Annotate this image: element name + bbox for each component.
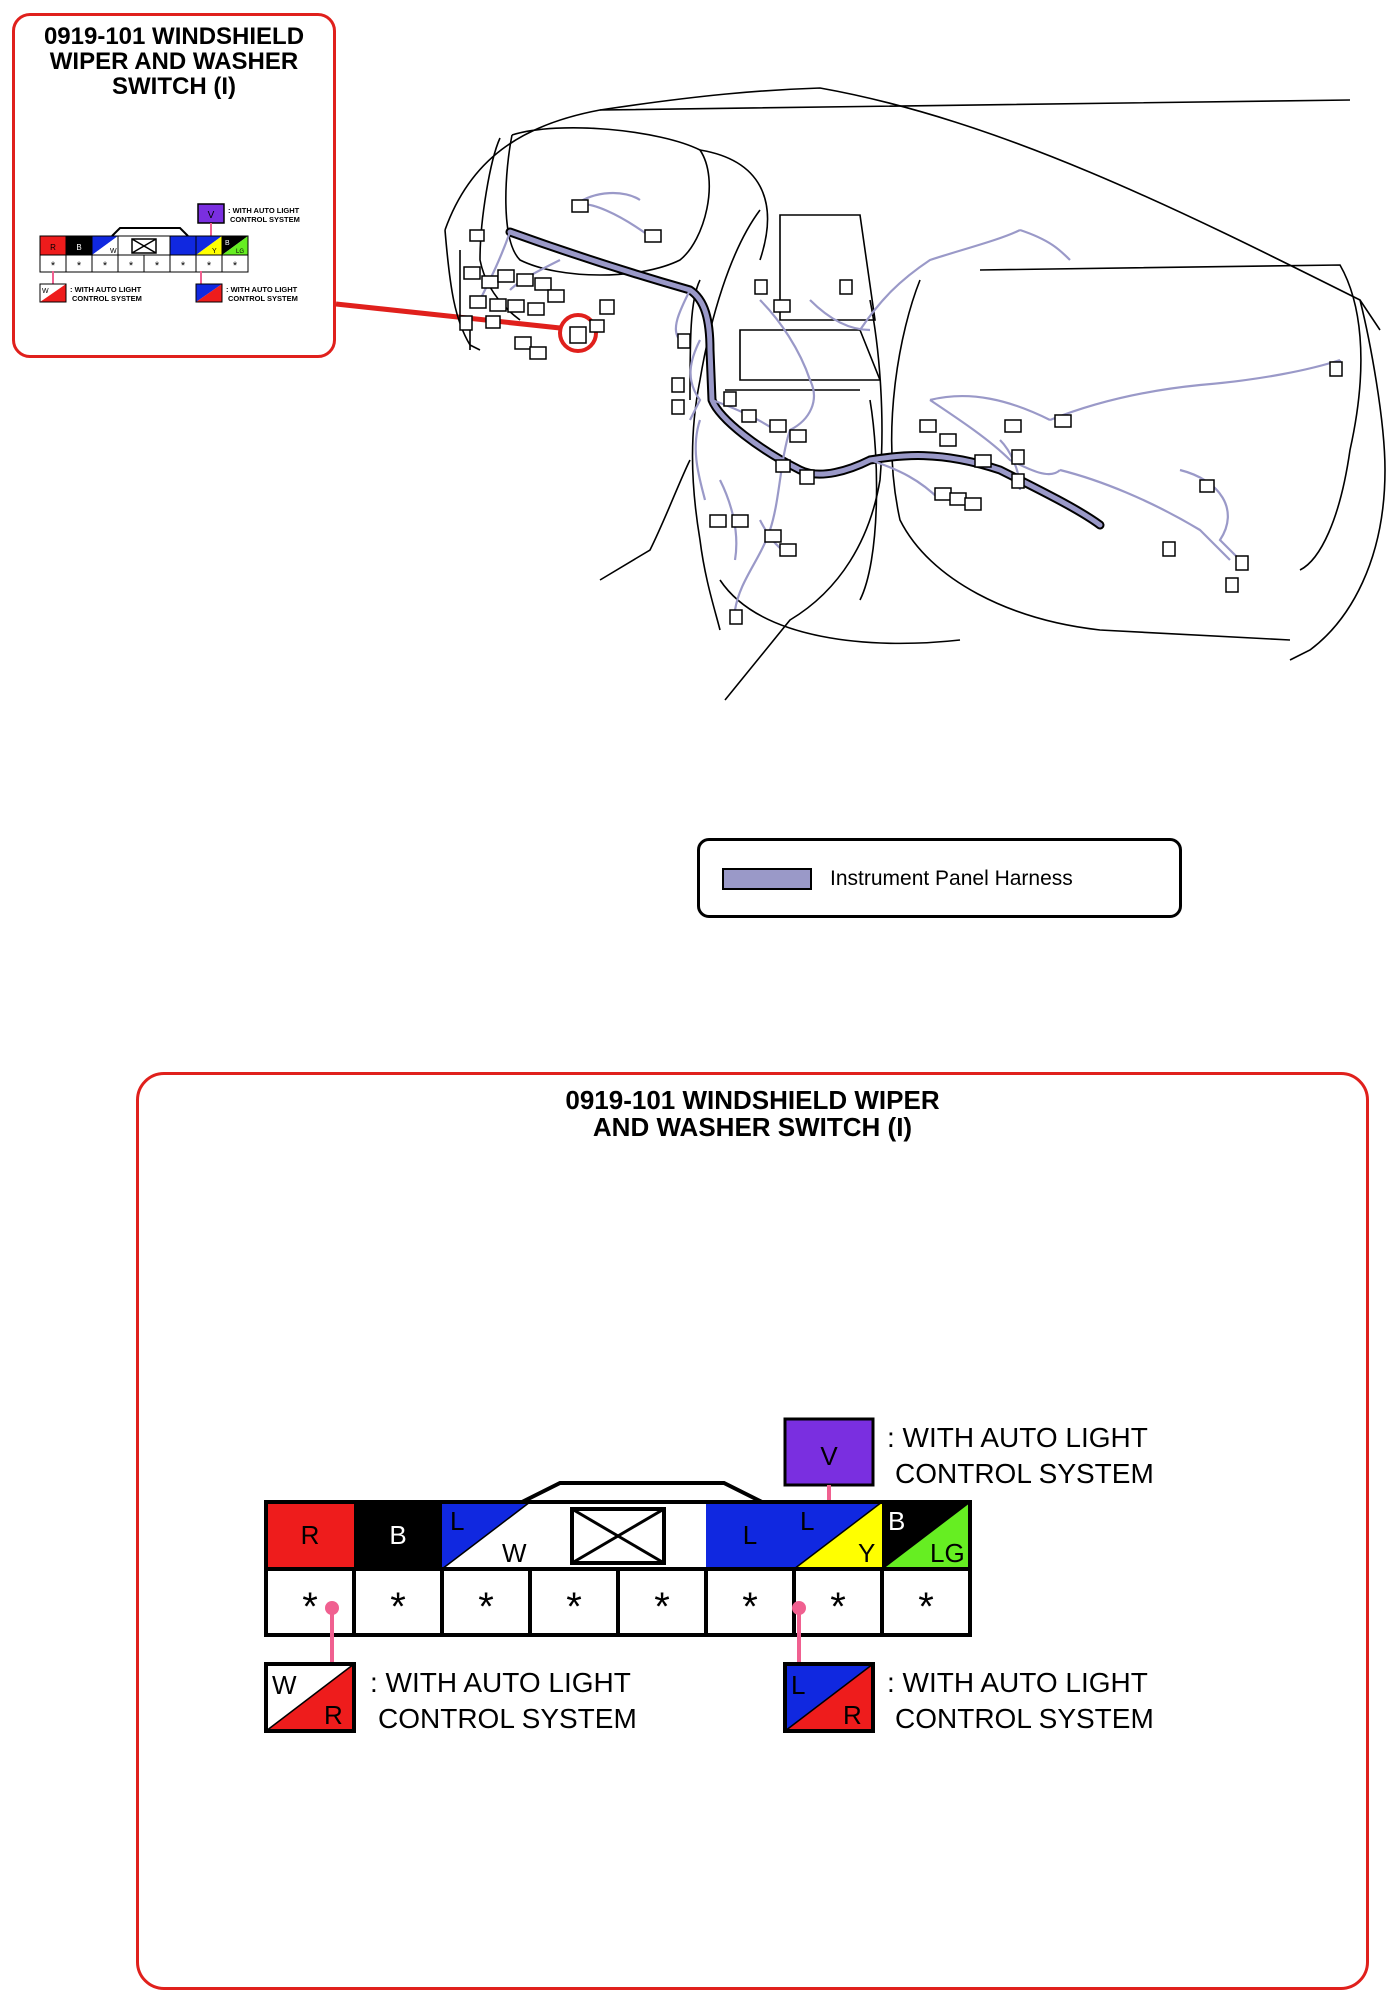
- svg-text:W: W: [110, 248, 117, 255]
- pin-mark-2: *: [390, 1585, 406, 1629]
- svg-text:*: *: [128, 260, 134, 272]
- svg-text:*: *: [50, 260, 56, 272]
- svg-text:*: *: [154, 260, 160, 272]
- svg-text:*: *: [102, 260, 108, 272]
- small-wr-note2: CONTROL SYSTEM: [72, 294, 142, 303]
- small-violet-letter: V: [207, 210, 215, 221]
- svg-text:B: B: [389, 1520, 407, 1550]
- wire-cavity-6: [706, 1502, 794, 1569]
- svg-text:B: B: [888, 1506, 906, 1536]
- pin-mark-3: *: [478, 1585, 494, 1629]
- violet-note-line2: CONTROL SYSTEM: [895, 1458, 1154, 1489]
- svg-text:W: W: [42, 288, 49, 295]
- large-connector-panel: [136, 1072, 1369, 1990]
- small-lr-note1: : WITH AUTO LIGHT: [226, 285, 298, 294]
- svg-text:R: R: [843, 1700, 862, 1730]
- violet-wire-letter: V: [820, 1441, 838, 1471]
- svg-text:R: R: [50, 243, 56, 252]
- wire-cavity-8: [882, 1502, 970, 1569]
- svg-text:LG: LG: [236, 249, 245, 255]
- svg-text:B: B: [76, 243, 82, 252]
- large-title-line2: AND WASHER SWITCH (I): [592, 1112, 913, 1143]
- connector-pin-row: [266, 1569, 970, 1635]
- svg-text:LG: LG: [930, 1538, 965, 1568]
- connector-housing: [522, 1483, 762, 1502]
- svg-text:*: *: [180, 260, 186, 272]
- svg-text:R: R: [324, 1700, 343, 1730]
- violet-note-line1: : WITH AUTO LIGHT: [887, 1422, 1148, 1453]
- harness-legend: [697, 838, 1182, 918]
- small-violet-note2: CONTROL SYSTEM: [230, 215, 300, 224]
- small-lr-note2: CONTROL SYSTEM: [228, 294, 298, 303]
- small-title-line2: WIPER AND WASHER: [49, 48, 299, 76]
- harness-legend-label: Instrument Panel Harness: [830, 867, 1073, 890]
- pin-mark-5: *: [654, 1585, 670, 1629]
- svg-text:R: R: [300, 1520, 320, 1550]
- svg-text:*: *: [206, 260, 212, 272]
- svg-text:L: L: [800, 1506, 815, 1536]
- large-connector-diagram: [136, 1072, 1369, 1990]
- pin-mark-8: *: [918, 1585, 934, 1629]
- pin-mark-4: *: [566, 1585, 582, 1629]
- connector-wire-row: [266, 1502, 970, 1569]
- svg-text:W: W: [502, 1538, 527, 1568]
- small-wr-note1: : WITH AUTO LIGHT: [70, 285, 142, 294]
- dashboard-outline: [445, 88, 1385, 700]
- svg-text:L: L: [742, 1520, 758, 1550]
- harness-legend-swatch: [722, 868, 812, 890]
- pin-mark-6: *: [742, 1585, 758, 1629]
- lr-note-line2: CONTROL SYSTEM: [895, 1703, 1154, 1734]
- lr-note-line1: : WITH AUTO LIGHT: [887, 1667, 1148, 1698]
- blue-red-wire-box: [785, 1664, 873, 1731]
- pin-mark-1: *: [302, 1585, 318, 1629]
- wr-note-line2: CONTROL SYSTEM: [378, 1703, 637, 1734]
- wire-cavity-7: [794, 1502, 882, 1569]
- svg-text:L: L: [450, 1506, 465, 1536]
- svg-text:L: L: [791, 1670, 806, 1700]
- wr-note-line1: : WITH AUTO LIGHT: [370, 1667, 631, 1698]
- small-violet-note1: : WITH AUTO LIGHT: [228, 206, 300, 215]
- svg-text:*: *: [232, 260, 238, 272]
- wire-cavity-3: [442, 1502, 530, 1569]
- small-title-line1: 0919-101 WINDSHIELD: [43, 23, 305, 50]
- callout-leader-line: [336, 304, 560, 328]
- svg-text:Y: Y: [858, 1538, 876, 1568]
- wire-cavity-2: [354, 1502, 442, 1569]
- svg-text:*: *: [76, 260, 82, 272]
- white-red-wire-box: [266, 1664, 354, 1731]
- large-title-line1: 0919-101 WINDSHIELD WIPER: [565, 1085, 940, 1115]
- small-title-line3: SWITCH (I): [112, 73, 236, 101]
- svg-text:W: W: [272, 1670, 297, 1700]
- harness-branches: [480, 193, 1340, 610]
- connector-key: [530, 1502, 706, 1569]
- pin-mark-7: *: [830, 1585, 846, 1629]
- svg-text:Y: Y: [212, 248, 217, 255]
- svg-text:B: B: [225, 240, 230, 247]
- wire-cavity-1: [266, 1502, 354, 1569]
- instrument-panel-drawing: [0, 0, 1391, 720]
